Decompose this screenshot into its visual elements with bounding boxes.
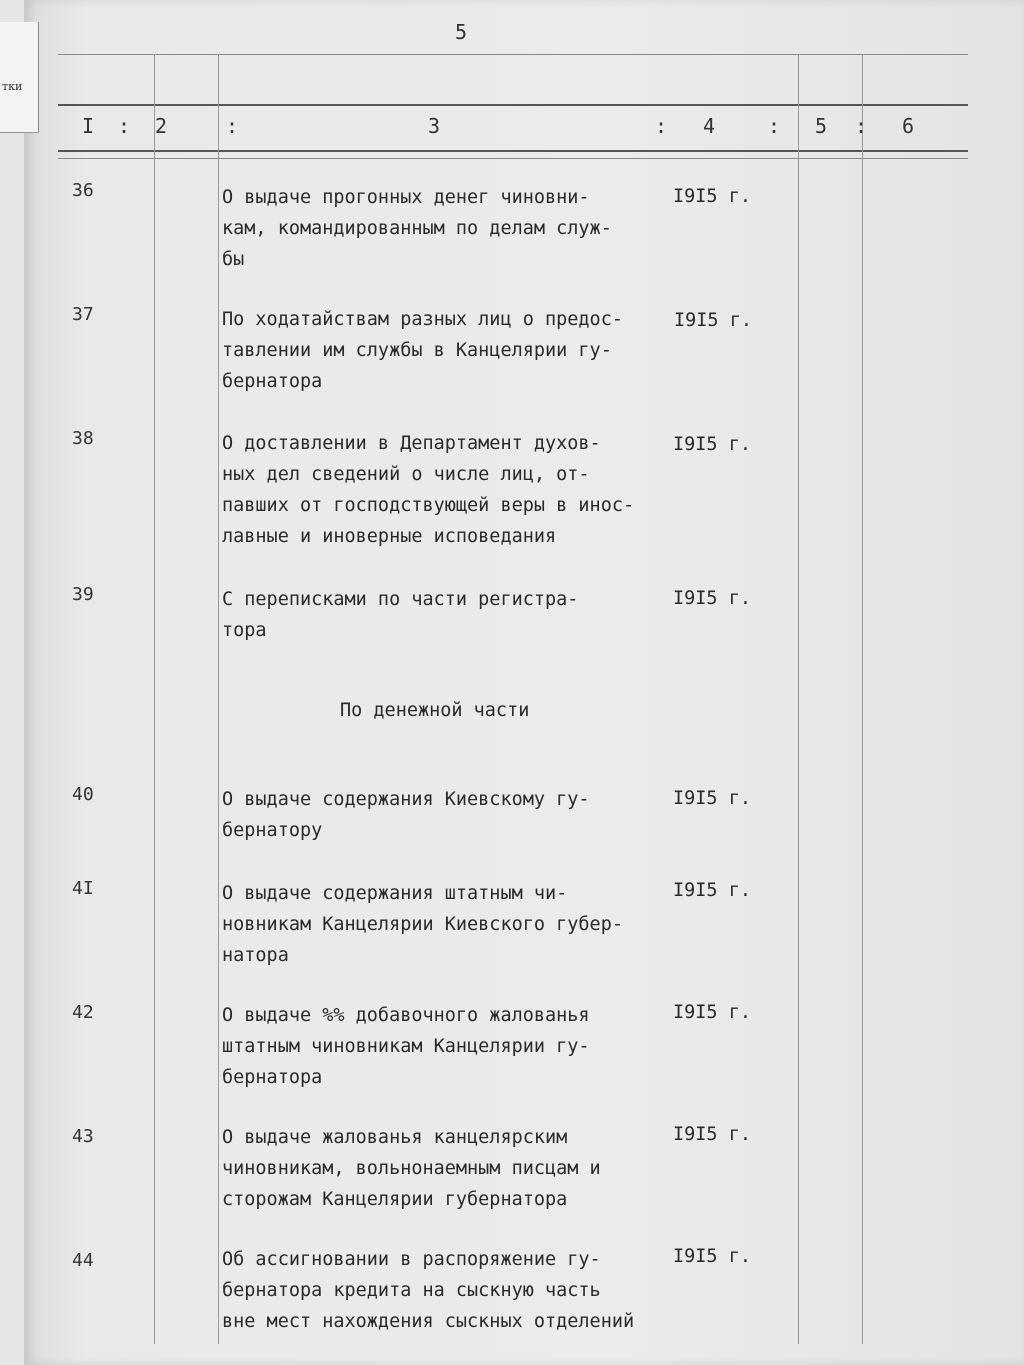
column-divider	[798, 54, 799, 1344]
column-separator: :	[768, 114, 781, 138]
header-top-rule	[58, 54, 968, 55]
entry-title: О доставлении в Департамент духов- ных дел сведений о числе лиц, от- павших от господствующей веры в инос- лавные и иноверные исповедания	[222, 433, 635, 547]
column-number: 3	[428, 114, 441, 138]
form-header-boxes	[58, 52, 968, 104]
header-rule-upper	[58, 104, 968, 106]
entry-number: 42	[72, 1002, 94, 1023]
column-divider	[154, 54, 155, 1344]
entry-year: I9I5 г.	[673, 788, 751, 809]
entry-number: 44	[72, 1250, 94, 1271]
entry-year: I9I5 г.	[674, 310, 752, 331]
entry-title: О выдаче %% добавочного жалованья штатным чиновникам Канцелярии гу- бернатора	[222, 1005, 590, 1088]
column-number: 2	[155, 114, 168, 138]
previous-page-edge	[0, 22, 39, 133]
section-heading: По денежной части	[340, 700, 530, 721]
entry-year: I9I5 г.	[673, 1124, 751, 1145]
entry-number: 37	[72, 304, 94, 325]
entry-number: 40	[72, 784, 94, 805]
column-divider	[218, 54, 219, 1344]
column-separator: :	[118, 114, 131, 138]
entry-number: 39	[72, 584, 94, 605]
entry-year: I9I5 г.	[673, 1246, 751, 1267]
entry-title: По ходатайствам разных лиц о предос- тавлении им службы в Канцелярии гу- бернатора	[222, 309, 623, 392]
column-number: 6	[902, 114, 915, 138]
column-number: I	[82, 114, 95, 138]
column-separator: :	[655, 114, 668, 138]
column-number: 5	[815, 114, 828, 138]
column-separator: :	[226, 114, 239, 138]
column-number: 4	[703, 114, 716, 138]
entry-number: 4I	[72, 878, 94, 899]
entry-number: 38	[72, 428, 94, 449]
entry-title: О выдаче жалованья канцелярским чиновникам, вольнонаемным писцам и сторожам Канцелярии губернатора	[222, 1127, 601, 1210]
header-rule-lower-2	[58, 158, 968, 159]
entry-year: I9I5 г.	[673, 880, 751, 901]
header-rule-lower	[58, 150, 968, 152]
entry-title: О выдаче содержания штатным чи- новникам Канцелярии Киевского губер- натора	[222, 883, 623, 966]
entry-year: I9I5 г.	[673, 1002, 751, 1023]
entry-title: О выдаче содержания Киевскому гу- бернатору	[222, 789, 590, 841]
entry-title: О выдаче прогонных денег чиновни- кам, командированным по делам служ- бы	[222, 187, 612, 270]
page-number: 5	[455, 20, 468, 44]
column-separator: :	[855, 114, 868, 138]
column-divider	[862, 54, 863, 1344]
entry-title: Об ассигновании в распоряжение гу- бернатора кредита на сыскную часть вне мест нахождения сыскных отделений	[222, 1249, 635, 1332]
entry-title: С переписками по части регистра- тора	[222, 589, 579, 641]
entry-number: 43	[72, 1126, 94, 1147]
entry-year: I9I5 г.	[673, 588, 751, 609]
entry-year: I9I5 г.	[673, 186, 751, 207]
side-tab-text: тки	[2, 80, 23, 93]
entry-year: I9I5 г.	[673, 434, 751, 455]
entry-number: 36	[72, 180, 94, 201]
